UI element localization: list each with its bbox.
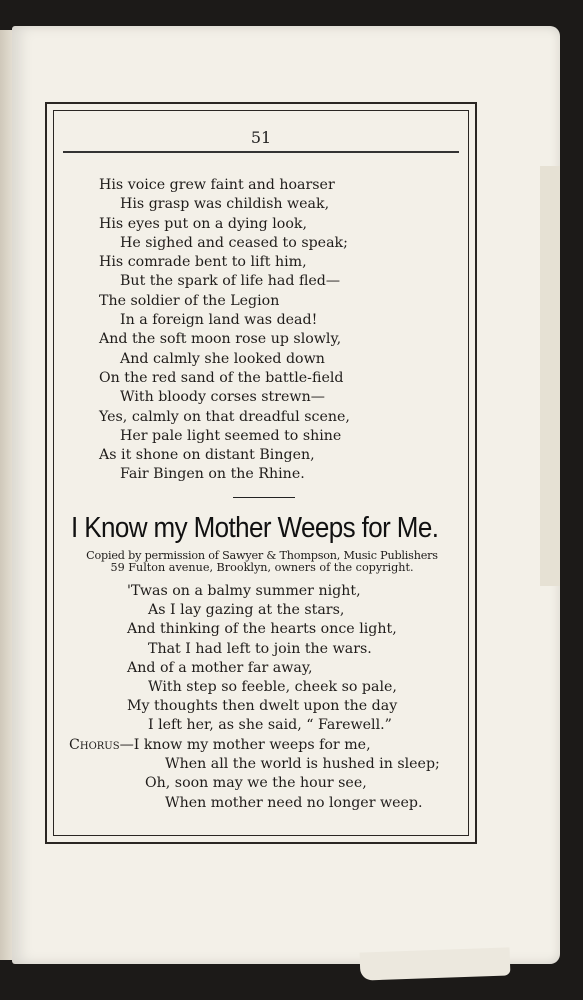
copyright-address: 59 Fulton avenue, Brooklyn, owners of the copyright. <box>110 561 414 574</box>
chorus-line: When mother need no longer weep. <box>165 794 423 811</box>
verse-line: That I had left to join the wars. <box>148 640 372 657</box>
verse-line: And of a mother far away, <box>127 659 313 676</box>
poem-line: And calmly she looked down <box>120 350 325 367</box>
poem-line: With bloody corses strewn— <box>120 389 325 406</box>
poem-line: Fair Bingen on the Rhine. <box>120 466 305 483</box>
header-rule <box>63 151 459 153</box>
chorus-line <box>69 736 469 755</box>
poem-line: His comrade bent to lift him, <box>99 254 307 271</box>
poem-line: As it shone on distant Bingen, <box>99 447 315 464</box>
song-verse <box>127 582 487 736</box>
verse-line: I left her, as she said, “ Farewell.” <box>148 717 392 734</box>
verse-line: With step so feeble, cheek so pale, <box>148 679 397 696</box>
poem-line: His grasp was childish weak, <box>120 196 330 213</box>
poem-line: The soldier of the Legion <box>99 292 280 309</box>
song-chorus <box>69 736 469 813</box>
poem-line: His eyes put on a dying look, <box>99 215 307 232</box>
page-edge-shadow <box>540 166 560 586</box>
poem-line: Yes, calmly on that dreadful scene, <box>99 408 350 425</box>
section-divider <box>233 497 295 498</box>
page-number: 51 <box>250 128 272 147</box>
poem-line: He sighed and ceased to speak; <box>120 234 348 251</box>
chorus-label: Chorus <box>69 737 120 753</box>
torn-page-corner <box>360 947 511 980</box>
poem-stanza-bingen <box>99 176 439 485</box>
chorus-line: When all the world is hushed in sleep; <box>165 756 440 773</box>
song-title: I Know my Mother Weeps for Me. <box>71 510 439 544</box>
verse-line: And thinking of the hearts once light, <box>127 621 397 638</box>
poem-line: And the soft moon rose up slowly, <box>99 331 342 348</box>
copyright-credit: Copied by permission of Sawyer & Thompson, Music Publishers <box>86 549 438 562</box>
poem-line: In a foreign land was dead! <box>120 312 318 329</box>
chorus-line-text: —I know my mother weeps for me, <box>119 737 371 753</box>
verse-line: As I lay gazing at the stars, <box>148 602 345 619</box>
poem-line: On the red sand of the battle-field <box>99 369 344 386</box>
chorus-line: Oh, soon may we the hour see, <box>145 775 367 792</box>
poem-line: Her pale light seemed to shine <box>120 427 342 444</box>
verse-line: My thoughts then dwelt upon the day <box>127 698 398 715</box>
poem-line: But the spark of life had fled— <box>120 273 341 290</box>
page-border-frame <box>45 102 477 844</box>
verse-line: 'Twas on a balmy summer night, <box>127 583 361 599</box>
poem-line: His voice grew faint and hoarser <box>99 177 335 193</box>
